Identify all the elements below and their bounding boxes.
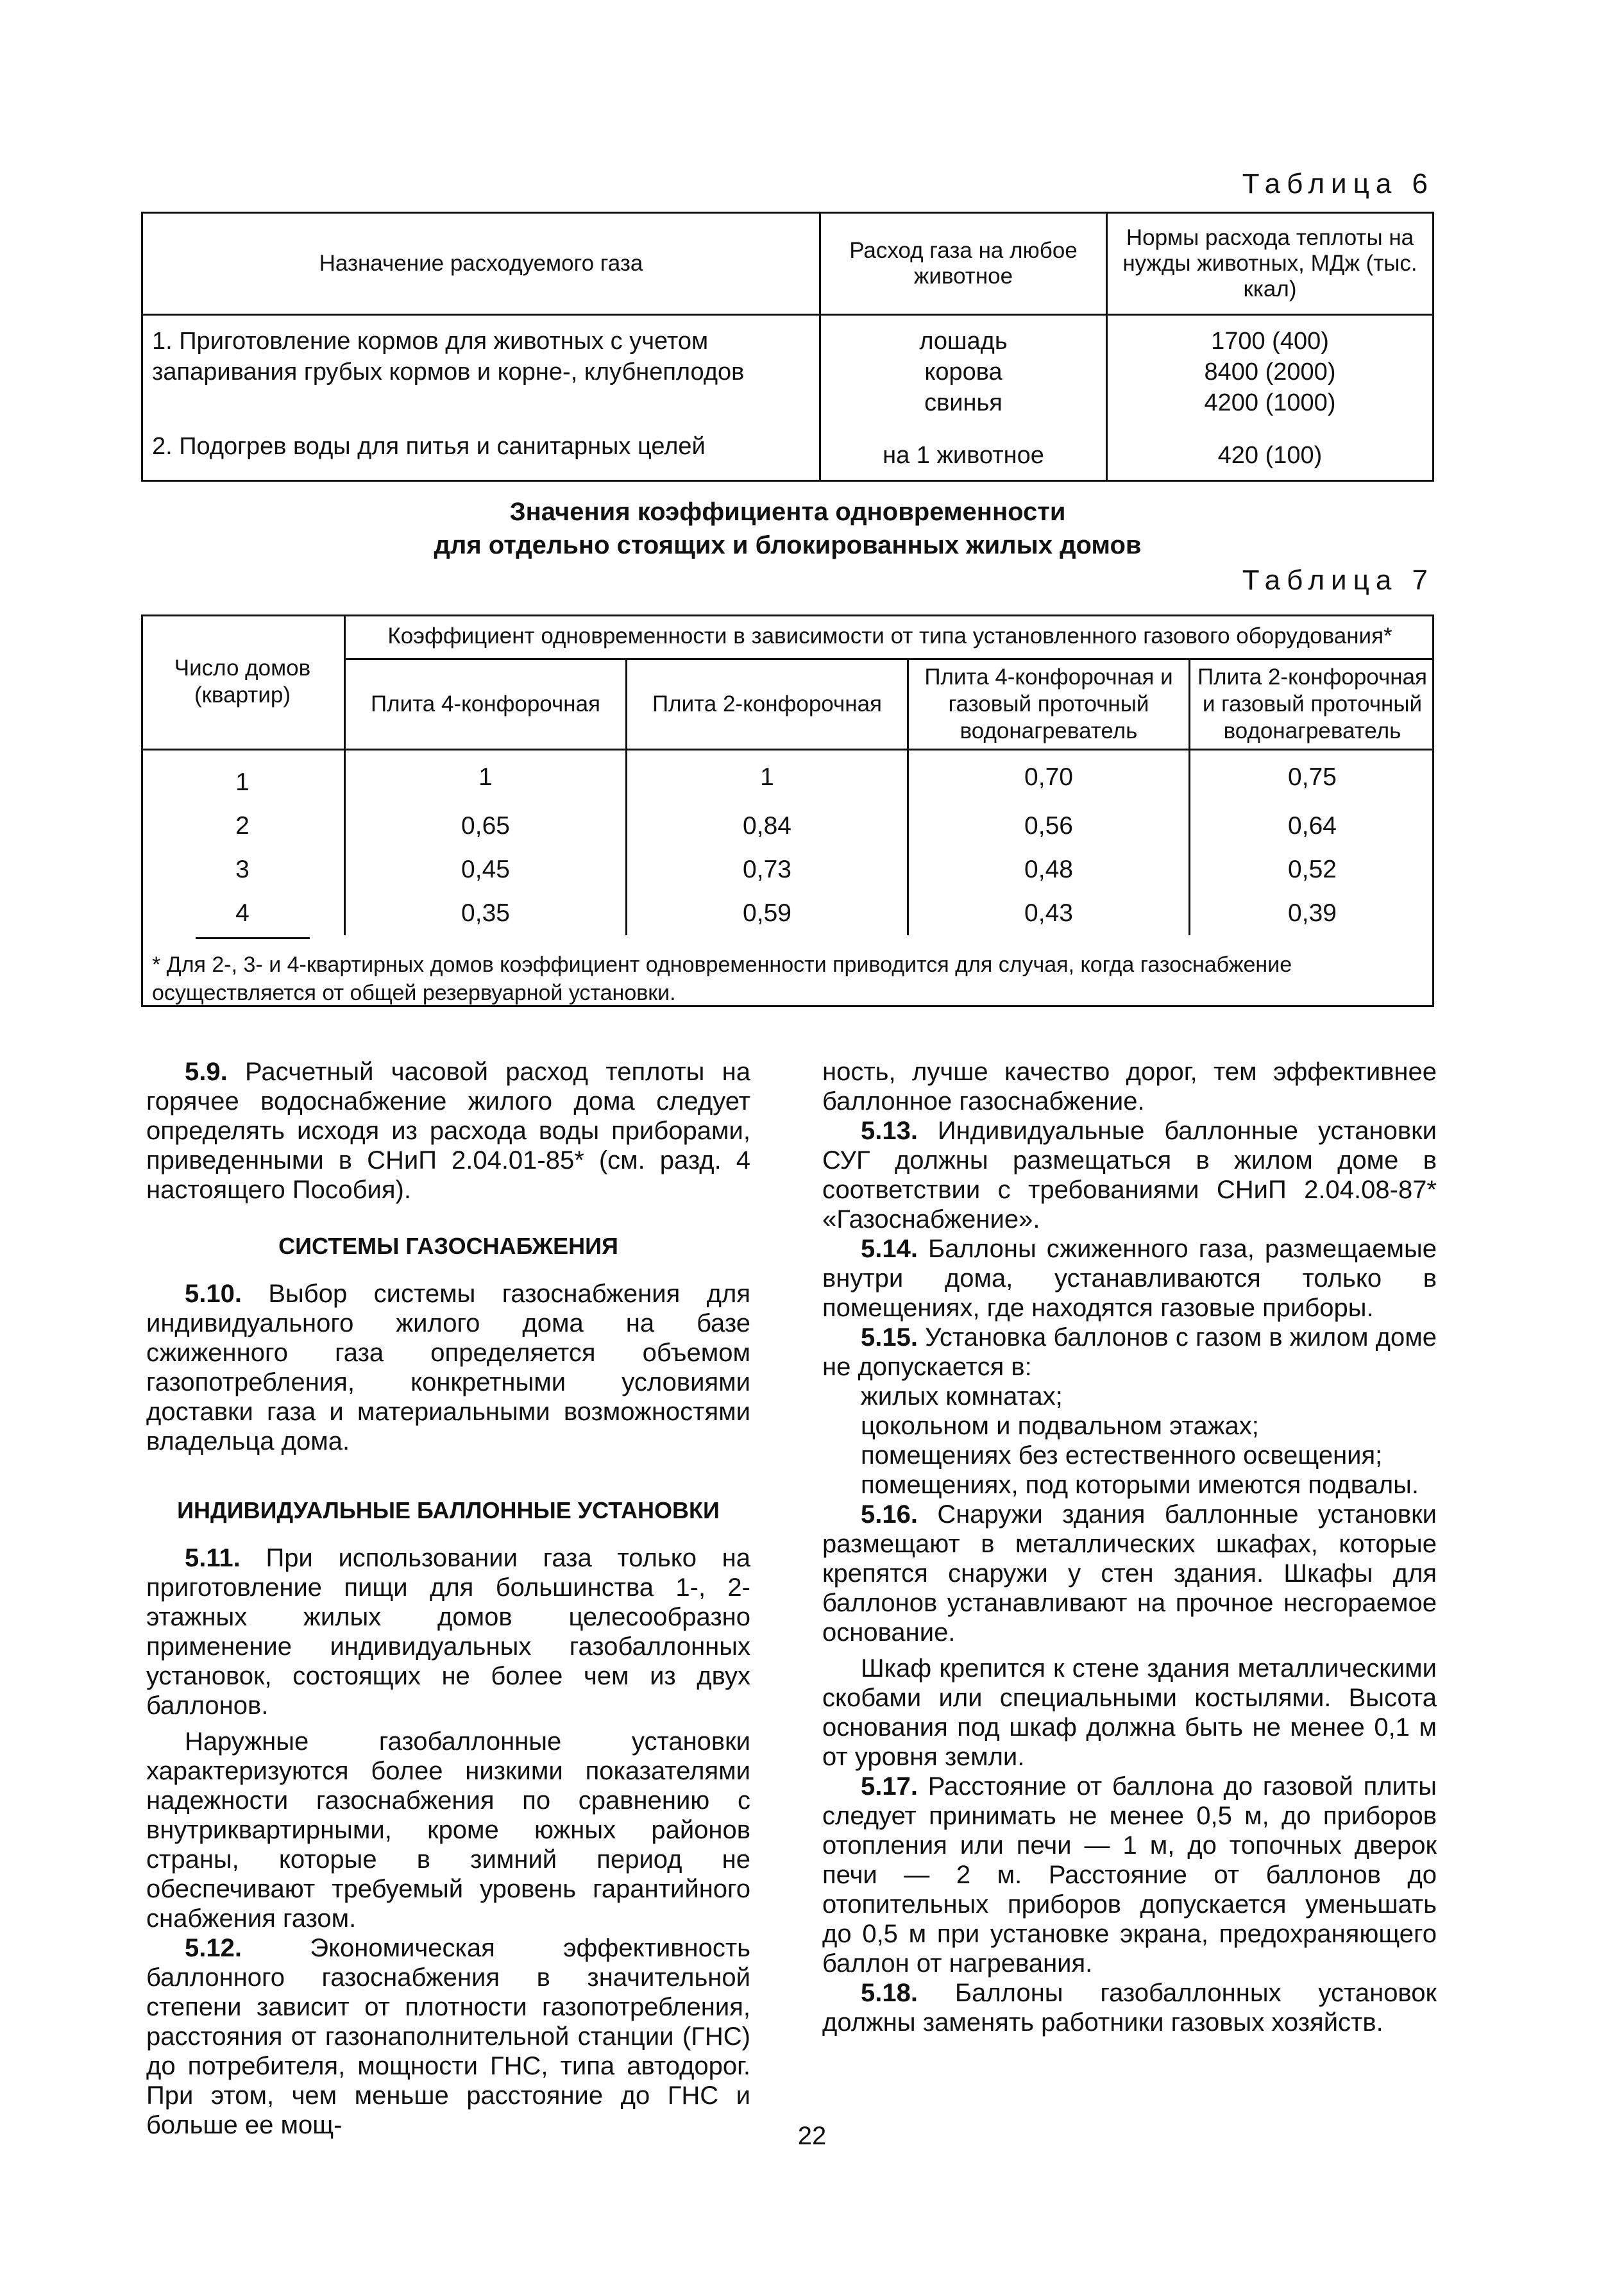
table6-caption: Таблица 6: [1242, 168, 1434, 199]
table-row: [141, 892, 1434, 935]
paragraph-5-11-cont: Наружные газобаллонные установки характеризуются более низкими показателями надежности газоснабжения по сравнению с внутриквартирными, кроме южных районов страны, которые в зимний период не обеспечивают требуемый уровень гарантийного снабжения газом.: [146, 1727, 750, 1933]
table7-header-group: Коэффициент одновременности в зависимости от типа установленного газового оборудования*: [345, 615, 1435, 659]
table7-cell: 0,52: [1190, 848, 1435, 892]
table-row: [141, 804, 1434, 848]
table7-cell: 0,84: [627, 804, 908, 848]
paragraph-5-16: [822, 1500, 1437, 1647]
paragraph-5-17: [822, 1772, 1437, 1978]
table6-norm: 1700 (400): [1211, 328, 1329, 355]
clause-text: Снаружи здания баллонные установки размещают в металлических шкафах, которые крепятся снаружи у стен здания. Шкафы для баллонов устанавливают на прочное несгораемое основание.: [822, 1500, 1437, 1647]
table7-cell: 0,59: [627, 892, 908, 935]
clause-number: 5.10.: [185, 1280, 242, 1308]
paragraph-5-11: [146, 1543, 750, 1720]
clause-number: 5.11.: [185, 1544, 241, 1572]
table7-cell: 1: [627, 750, 908, 805]
table-row: [142, 423, 1434, 481]
table7-cell: 3: [141, 848, 345, 892]
table7-caption: Таблица 7: [1242, 564, 1434, 596]
table7-header-houses: Число домов (квартир): [141, 615, 345, 750]
paragraph-5-14: [822, 1234, 1437, 1323]
table7-title-line1: Значения коэффициента одновременности: [509, 498, 1066, 526]
clause-number: 5.13.: [861, 1117, 918, 1145]
table6-header-norms: Нормы расхода теплоты на нужды животных, МДж (тыс. ккал): [1107, 213, 1434, 315]
table7-title: [141, 495, 1434, 562]
table7-cell: 0,70: [908, 750, 1190, 805]
clause-number: 5.17.: [861, 1772, 918, 1801]
table6-cell-animals: [820, 315, 1107, 424]
table-row: [141, 848, 1434, 892]
clause-text: Баллоны сжиженного газа, размещаемые внутри дома, устанавливаются только в помещениях, где находятся газовые приборы.: [822, 1235, 1437, 1322]
table7-cell: 0,43: [908, 892, 1190, 935]
table7-subheader: Плита 2-конфорочная и газовый проточный водонагреватель: [1190, 659, 1435, 750]
table6-header-purpose: Назначение расходуемого газа: [142, 213, 820, 315]
table6-norm: 4200 (1000): [1204, 389, 1336, 416]
paragraph-5-12-cont: ность, лучше качество дорог, тем эффективнее баллонное газоснабжение.: [822, 1058, 1437, 1115]
paragraph-5-12: [146, 1933, 750, 2140]
table7-cell: 0,65: [345, 804, 627, 848]
clause-text: Расчетный часовой расход теплоты на горячее водоснабжение жилого дома следует определять исходя из расхода воды приборами, приведенными в СНиП 2.04.01-85* (см. разд. 4 настоящего Пособия).: [146, 1058, 750, 1204]
table7-cell: 1: [345, 750, 627, 805]
table7-cell: 4: [141, 892, 345, 935]
clause-text: Экономическая эффективность баллонного газоснабжения в значительной степени зависит от плотности газопотребления, расстояния от газонаполнительной станции (ГНС) до потребителя, мощности ГНС, типа автодорог. При этом, чем меньше расстояние до ГНС и больше ее мощ-: [146, 1934, 750, 2139]
clause-text: При использовании газа только на приготовление пищи для большинства 1-, 2-этажных жилых домов целесообразно применение индивидуальных газобаллонных установок, состоящих не более чем из двух баллонов.: [146, 1544, 750, 1720]
page-number: 22: [797, 2122, 827, 2150]
table-row: [141, 750, 1434, 805]
right-column: [822, 1057, 1437, 2037]
table6: [141, 212, 1434, 482]
table7-cell: 1: [141, 750, 345, 805]
table7-footnote: * Для 2-, 3- и 4-квартирных домов коэффициент одновременности приводится для случая, когда газоснабжение осуществляется от общей резервуарной установки.: [141, 937, 1434, 1007]
clause-number: 5.9.: [185, 1058, 228, 1086]
list-item: жилых комнатах;: [861, 1382, 1063, 1411]
table7-cell: 0,73: [627, 848, 908, 892]
table7-subheader: Плита 4-конфорочная и газовый проточный водонагреватель: [908, 659, 1190, 750]
table7-cell: 0,45: [345, 848, 627, 892]
table6-animal: свинья: [924, 389, 1002, 416]
table6-norm: 8400 (2000): [1204, 359, 1336, 386]
table6-cell-norms: 420 (100): [1107, 423, 1434, 481]
paragraph-5-15: [822, 1323, 1437, 1382]
paragraph-5-13: [822, 1116, 1437, 1234]
clause-text: Расстояние от баллона до газовой плиты следует принимать не менее 0,5 м, до приборов отопления или печи — 1 м, до топочных дверок печи — 2 м. Расстояние от баллонов до отопительных приборов допускается уменьшать до 0,5 м при установке экрана, предохраняющего баллон от нагревания.: [822, 1772, 1437, 1978]
table6-cell-purpose: 2. Подогрев воды для питья и санитарных целей: [142, 423, 820, 481]
paragraph-5-9: [146, 1057, 750, 1205]
table-row: [142, 315, 1434, 424]
section-heading: ИНДИВИДУАЛЬНЫЕ БАЛЛОННЫЕ УСТАНОВКИ: [177, 1497, 720, 1523]
table7-subheader: Плита 2-конфорочная: [627, 659, 908, 750]
paragraph-5-16-cont: Шкаф крепится к стене здания металлическими скобами или специальными костылями. Высота основания под шкаф должна быть не менее 0,1 м от уровня земли.: [822, 1654, 1437, 1771]
table6-header-consumption: Расход газа на любое животное: [820, 213, 1107, 315]
table7-cell: 0,35: [345, 892, 627, 935]
table7-header-row: [141, 615, 1434, 659]
clause-text: Выбор системы газоснабжения для индивидуального жилого дома на базе сжиженного газа определяется объемом газопотребления, конкретными условиями доставки газа и материальными возможностями владельца дома.: [146, 1280, 750, 1455]
table6-cell-purpose: 1. Приготовление кормов для животных с учетом запаривания грубых кормов и корне-, клубнеплодов: [142, 315, 820, 424]
table6-animal: лошадь: [919, 328, 1008, 355]
clause-number: 5.15.: [861, 1323, 918, 1352]
table7-cell: 0,75: [1190, 750, 1435, 805]
paragraph-5-18: [822, 1978, 1437, 2037]
table7-cell: 0,56: [908, 804, 1190, 848]
table6-animal: корова: [924, 359, 1002, 386]
list-item: помещениях без естественного освещения;: [861, 1441, 1383, 1470]
clause-number: 5.12.: [185, 1934, 242, 1962]
clause-number: 5.18.: [861, 1979, 918, 2007]
table7-cell: 0,39: [1190, 892, 1435, 935]
clause-number: 5.16.: [861, 1500, 918, 1529]
section-heading: СИСТЕМЫ ГАЗОСНАБЖЕНИЯ: [278, 1233, 618, 1259]
left-column: [146, 1057, 750, 2140]
table7-title-line2: для отдельно стоящих и блокированных жилых домов: [434, 531, 1142, 559]
clause-text: Индивидуальные баллонные установки СУГ должны размещаться в жилом доме в соответствии с требованиями СНиП 2.04.08-87* «Газоснабжение».: [822, 1117, 1437, 1233]
table6-header-row: [142, 213, 1434, 315]
list-item: помещениях, под которыми имеются подвалы.: [861, 1471, 1419, 1499]
clause-text: Установка баллонов с газом в жилом доме не допускается в:: [822, 1323, 1437, 1381]
paragraph-5-10: [146, 1279, 750, 1456]
table6-cell-norms: [1107, 315, 1434, 424]
table7: [141, 615, 1434, 935]
table7-subheader: Плита 4-конфорочная: [345, 659, 627, 750]
table7-cell: 0,48: [908, 848, 1190, 892]
list-item: цокольном и подвальном этажах;: [861, 1412, 1259, 1440]
table7-cell: 0,64: [1190, 804, 1435, 848]
table7-cell: 2: [141, 804, 345, 848]
clause-text: Баллоны газобаллонных установок должны заменять работники газовых хозяйств.: [822, 1979, 1437, 2037]
table6-cell-animals: на 1 животное: [820, 423, 1107, 481]
clause-number: 5.14.: [861, 1235, 918, 1263]
